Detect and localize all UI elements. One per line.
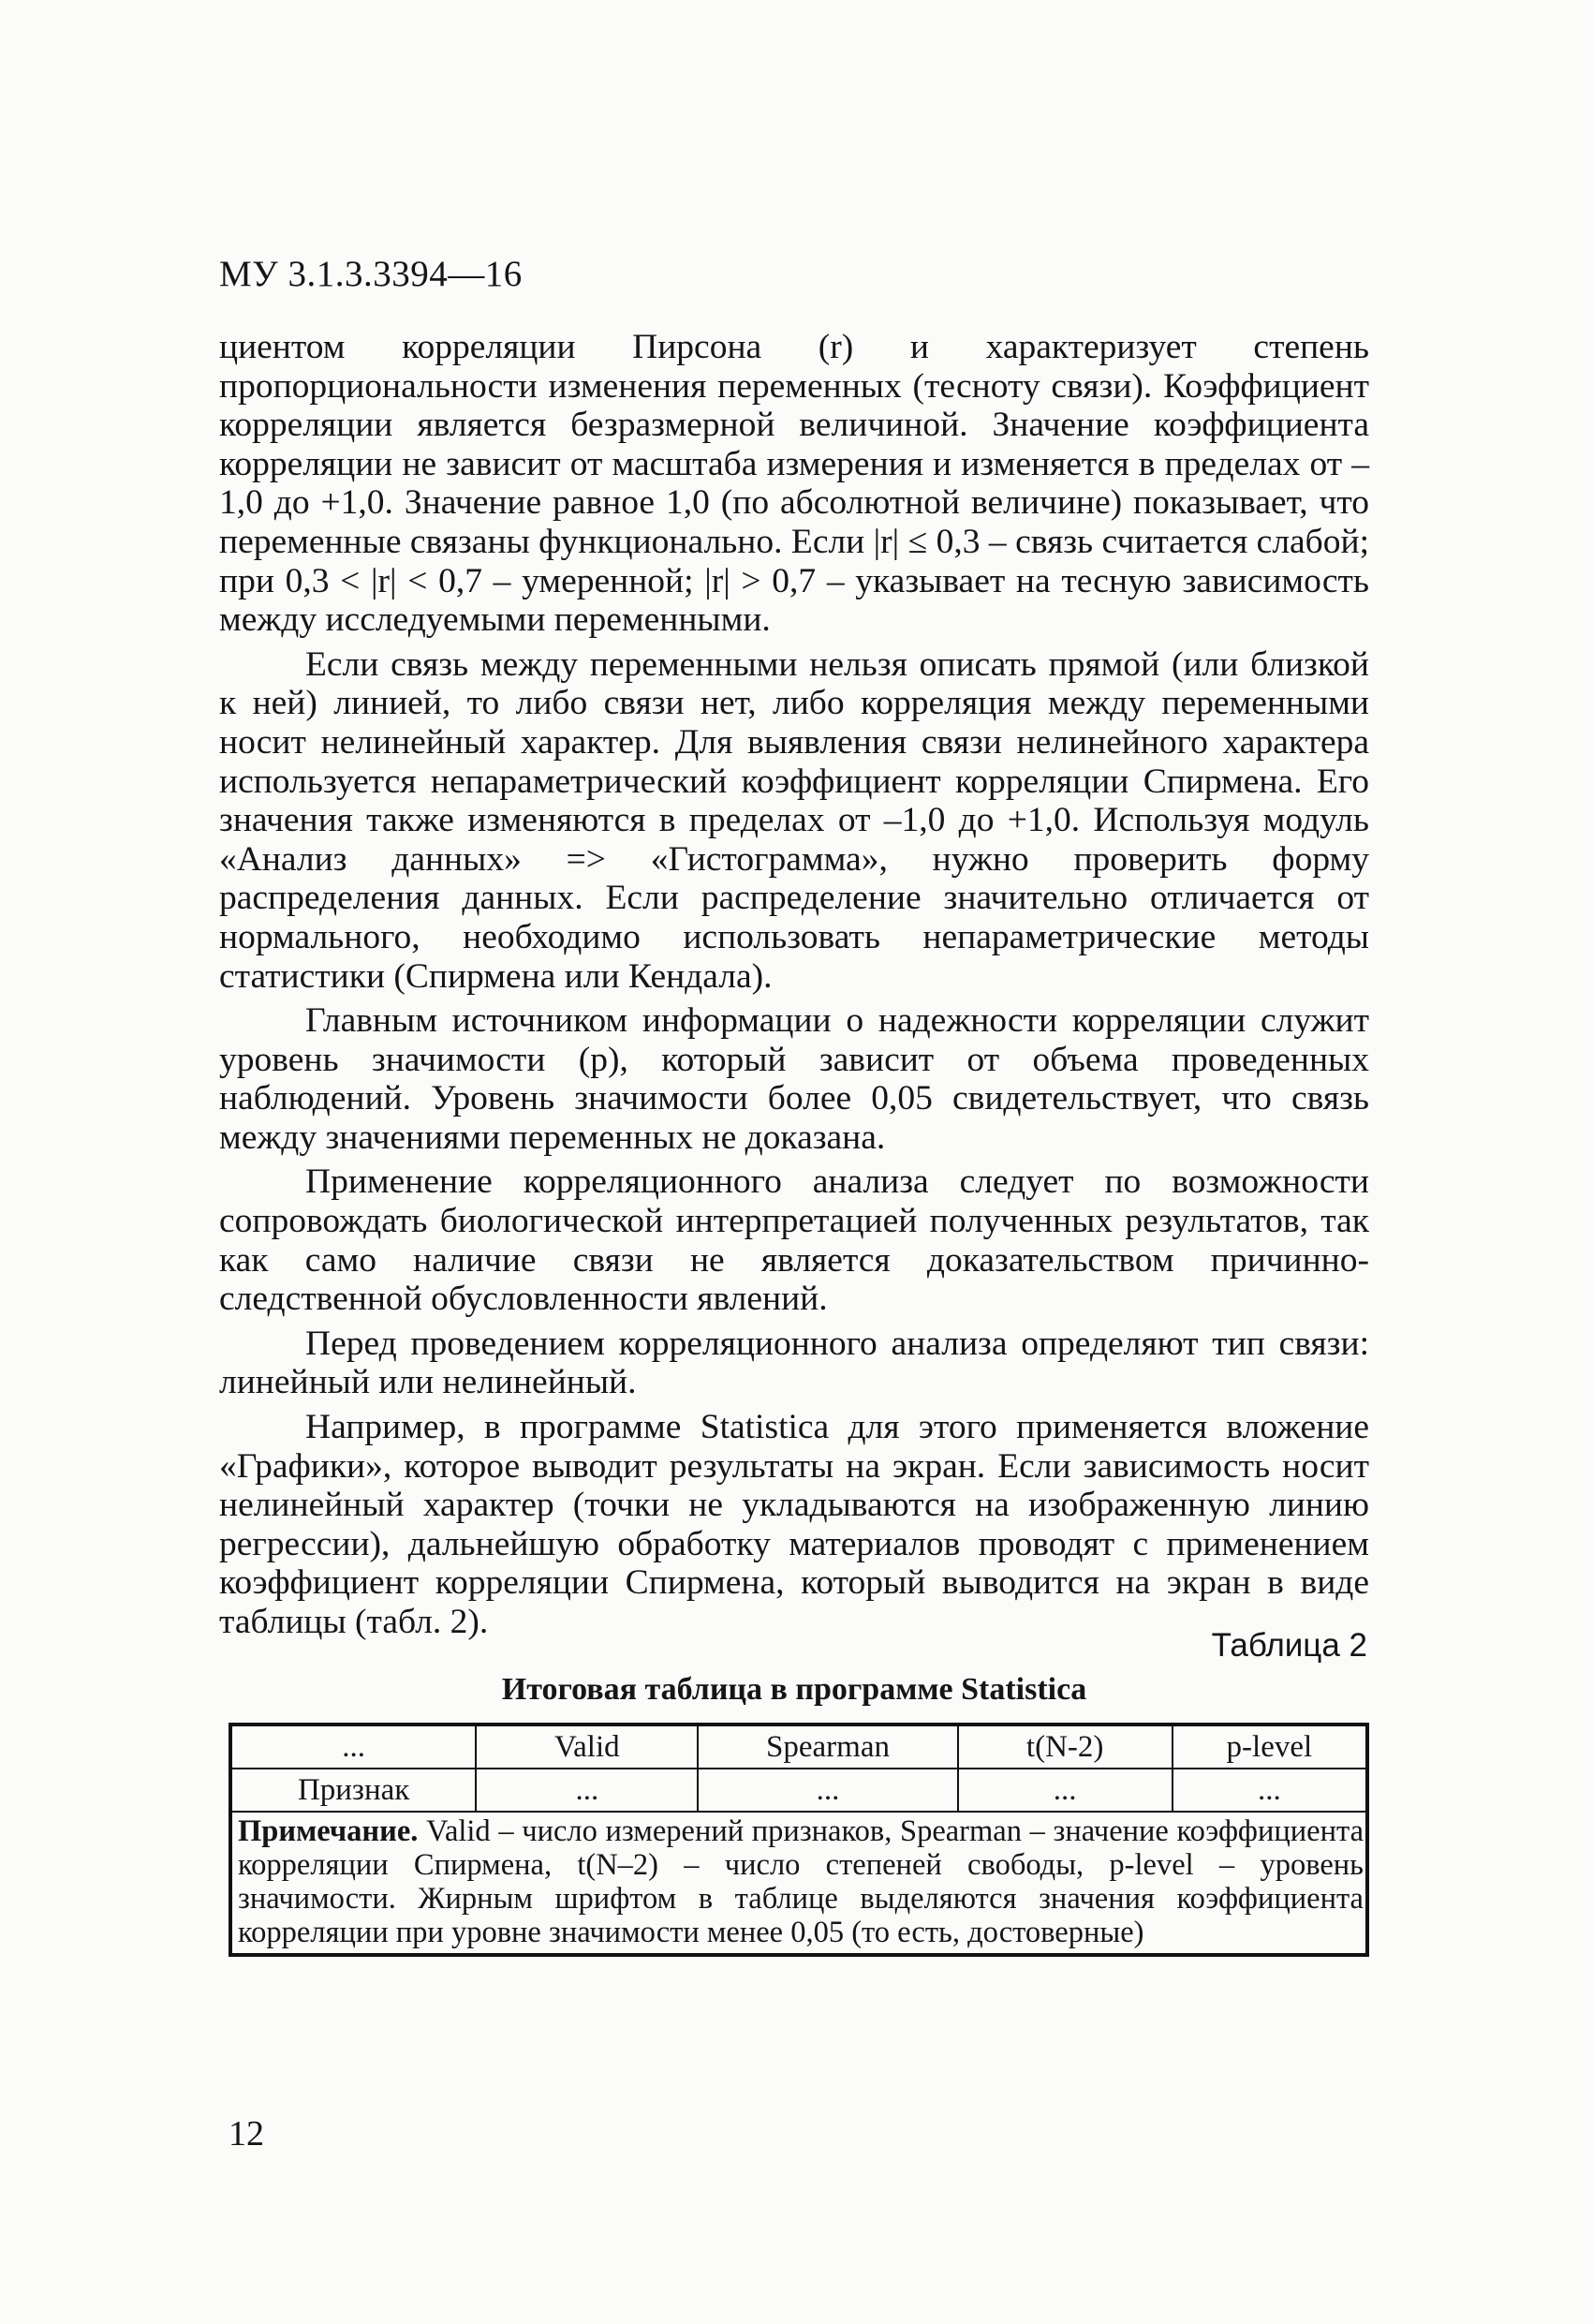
table-header-cell: Valid — [476, 1724, 698, 1769]
table-note-row — [230, 1812, 1367, 1955]
note-text: Valid – число измерений признаков, Spearman – значение коэффициента корреляции Спирмена, t(N–2) – число степеней свободы, p-level – уровень значимости. Жирным шрифтом в таблице выделяются значения коэффициента корреляции при уровне значимости менее 0,05 (то есть, достоверные) — [238, 1814, 1364, 1949]
note-label: Примечание. — [238, 1814, 419, 1848]
paragraph-5: Перед проведением корреляционного анализа определяют тип связи: линейный или нелинейный. — [219, 1324, 1369, 1402]
table-header-cell: Spearman — [698, 1724, 957, 1769]
paragraph-3: Главным источником информации о надежности корреляции служит уровень значимости (p), который зависит от объема проведенных наблюдений. Уровень значимости более 0,05 свидетельствует, что связь между значениями переменных не доказана. — [219, 1001, 1369, 1157]
body-text — [219, 328, 1369, 1648]
table-cell: Признак — [230, 1769, 476, 1812]
table-cell: ... — [1173, 1769, 1367, 1812]
paragraph-6: Например, в программе Statistica для этого применяется вложение «Графики», которое выводит результаты на экран. Если зависимость носит нелинейный характер (точки не укладываются на изображенную линию регрессии), дальнейшую обработку материалов проводят с применением коэффициент корреляции Спирмена, который выводится на экран в виде таблицы (табл. 2). — [219, 1408, 1369, 1641]
table-header-cell: t(N-2) — [958, 1724, 1173, 1769]
table-cell: ... — [698, 1769, 957, 1812]
document-code: МУ 3.1.3.3394—16 — [219, 254, 523, 294]
paragraph-4: Применение корреляционного анализа следует по возможности сопровождать биологической интерпретацией полученных результатов, так как само наличие связи не является доказательством причинно-следственной обусловленности явлений. — [219, 1162, 1369, 1319]
table-cell: ... — [958, 1769, 1173, 1812]
table-header-row — [230, 1724, 1367, 1769]
table-header-cell: ... — [230, 1724, 476, 1769]
statistica-table — [229, 1723, 1369, 1957]
table-row — [230, 1769, 1367, 1812]
paragraph-2: Если связь между переменными нельзя описать прямой (или близкой к ней) линией, то либо связи нет, либо корреляция между переменными носит нелинейный характер. Для выявления связи нелинейного характера используется непараметрический коэффициент корреляции Спирмена. Его значения также изменяются в пределах от –1,0 до +1,0. Используя модуль «Анализ данных» => «Гистограмма», нужно проверить форму распределения данных. Если распределение значительно отличается от нормального, необходимо использовать непараметрические методы статистики (Спирмена или Кендала). — [219, 644, 1369, 996]
table-label: Таблица 2 — [1211, 1627, 1367, 1664]
paragraph-1: циентом корреляции Пирсона (r) и характеризует степень пропорциональности изменения переменных (тесноту связи). Коэффициент корреляции является безразмерной величиной. Значение коэффициента корреляции не зависит от масштаба измерения и изменяется в пределах от –1,0 до +1,0. Значение равное 1,0 (по абсолютной величине) показывает, что переменные связаны функционально. Если |r| ≤ 0,3 – связь считается слабой; при 0,3 < |r| < 0,7 – умеренной; |r| > 0,7 – указывает на тесную зависимость между исследуемыми переменными. — [219, 328, 1369, 640]
page-number: 12 — [229, 2114, 264, 2154]
table-header-cell: p-level — [1173, 1724, 1367, 1769]
table-cell: ... — [476, 1769, 698, 1812]
table-title: Итоговая таблица в программе Statistica — [501, 1672, 1087, 1707]
table-note — [230, 1812, 1367, 1955]
